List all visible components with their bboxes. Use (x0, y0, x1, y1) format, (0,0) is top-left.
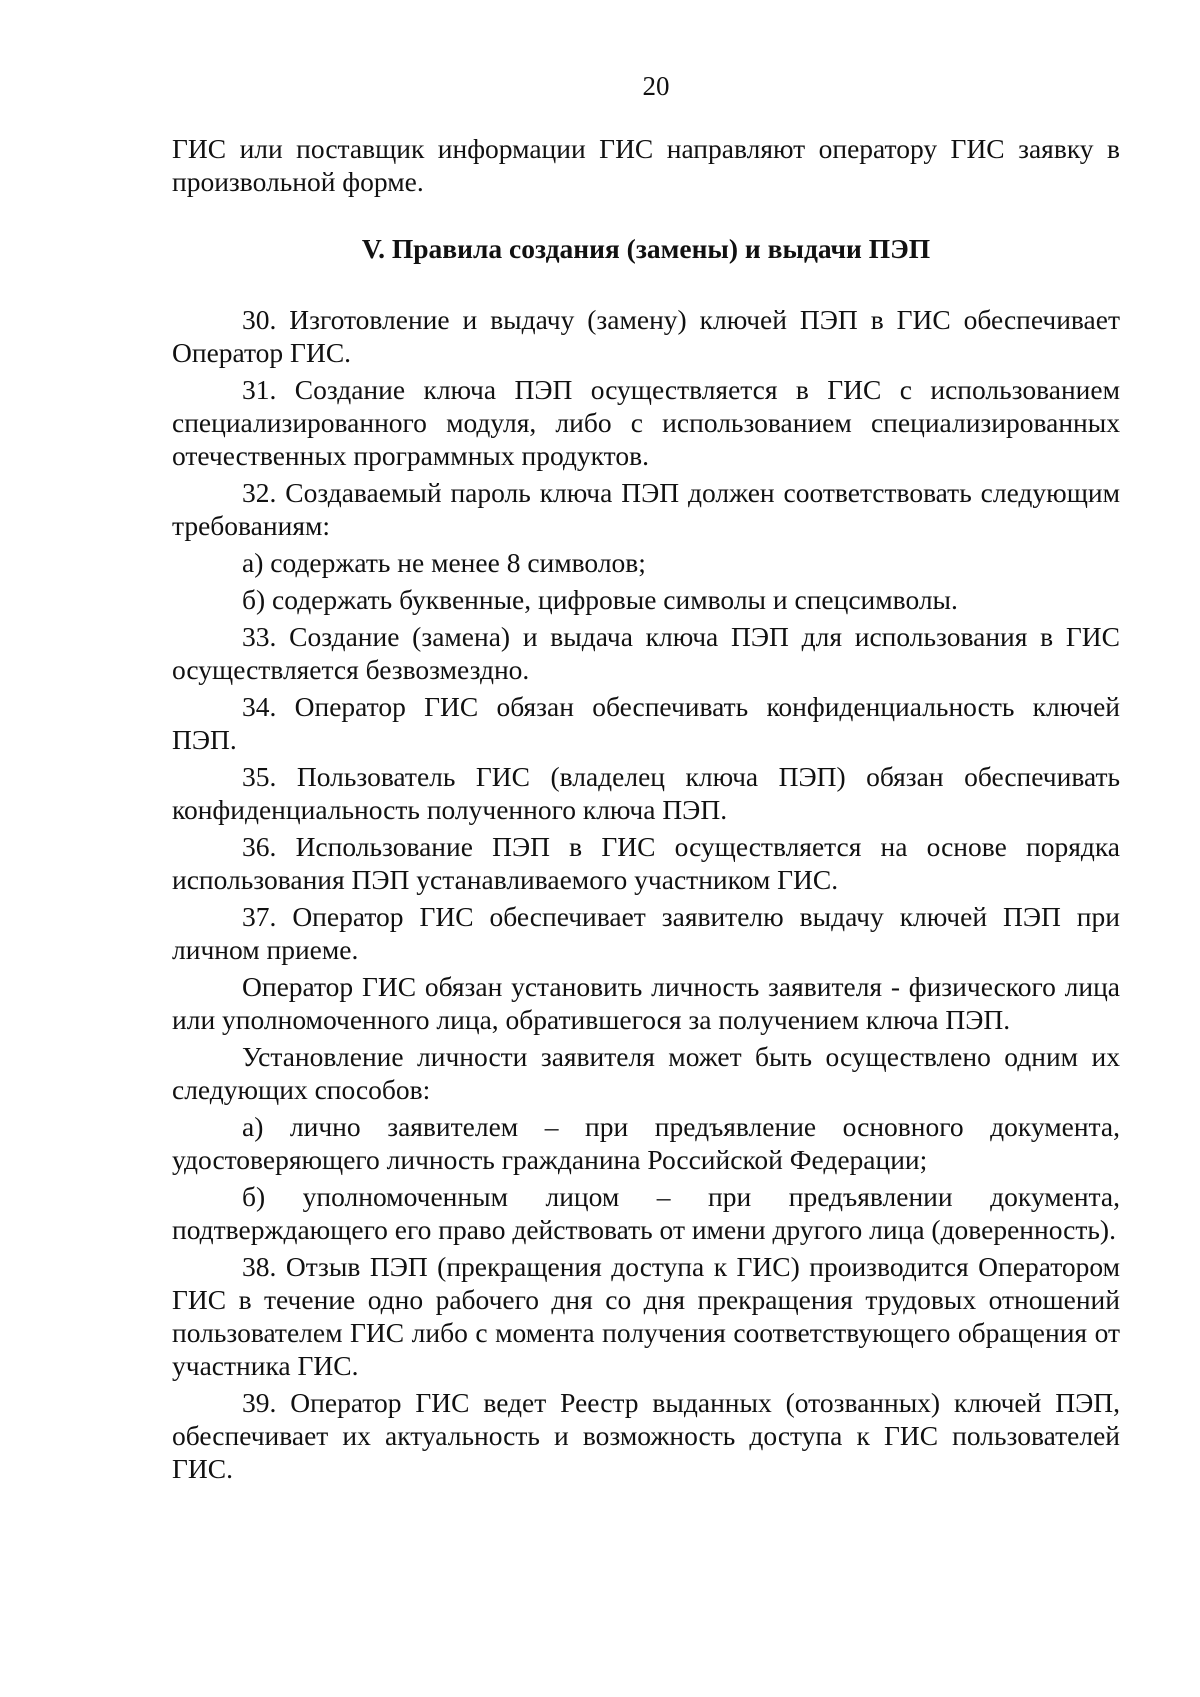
paragraph-31: 31. Создание ключа ПЭП осуществляется в ГИС с использованием специализированного модуля, либо с использованием специализированных отечественных программных продуктов. (172, 374, 1120, 471)
paragraph-37: 37. Оператор ГИС обеспечивает заявителю выдачу ключей ПЭП при личном приеме. (172, 901, 1120, 965)
paragraph-33: 33. Создание (замена) и выдача ключа ПЭП для использования в ГИС осуществляется безвозмездно. (172, 621, 1120, 685)
paragraph-38: 38. Отзыв ПЭП (прекращения доступа к ГИС) производится Оператором ГИС в течение одно рабочего дня со дня прекращения трудовых отношений пользователем ГИС либо с момента получения соответствующего обращения от участника ГИС. (172, 1251, 1120, 1381)
list-item-b: б) содержать буквенные, цифровые символы и спецсимволы. (242, 584, 958, 615)
paragraph-32: 32. Создаваемый пароль ключа ПЭП должен соответствовать следующим требованиям: (172, 477, 1120, 541)
intro-paragraph: ГИС или поставщик информации ГИС направляют оператору ГИС заявку в произвольной форме. (172, 133, 1120, 197)
method-item-b: б) уполномоченным лицом – при предъявлении документа, подтверждающего его право действовать от имени другого лица (доверенность). (172, 1181, 1120, 1245)
paragraph-37-methods: Установление личности заявителя может быть осуществлено одним их следующих способов: (172, 1041, 1120, 1105)
method-item-a: а) лично заявителем – при предъявление основного документа, удостоверяющего личность гражданина Российской Федерации; (172, 1111, 1120, 1175)
paragraph-35: 35. Пользователь ГИС (владелец ключа ПЭП) обязан обеспечивать конфиденциальность полученного ключа ПЭП. (172, 761, 1120, 825)
paragraph-34: 34. Оператор ГИС обязан обеспечивать конфиденциальность ключей ПЭП. (172, 691, 1120, 755)
page-number: 20 (642, 71, 670, 101)
list-item-a: а) содержать не менее 8 символов; (242, 547, 646, 578)
document-page (172, 70, 1120, 1489)
paragraph-39: 39. Оператор ГИС ведет Реестр выданных (отозванных) ключей ПЭП, обеспечивает их актуальность и возможность доступа к ГИС пользователей ГИС. (172, 1387, 1120, 1484)
section-title: V. Правила создания (замены) и выдачи ПЭП (361, 233, 931, 264)
paragraph-37-identity: Оператор ГИС обязан установить личность заявителя - физического лица или уполномоченного лица, обратившегося за получением ключа ПЭП. (172, 971, 1120, 1035)
paragraph-36: 36. Использование ПЭП в ГИС осуществляется на основе порядка использования ПЭП устанавливаемого участником ГИС. (172, 831, 1120, 895)
paragraph-30: 30. Изготовление и выдачу (замену) ключей ПЭП в ГИС обеспечивает Оператор ГИС. (172, 304, 1120, 368)
